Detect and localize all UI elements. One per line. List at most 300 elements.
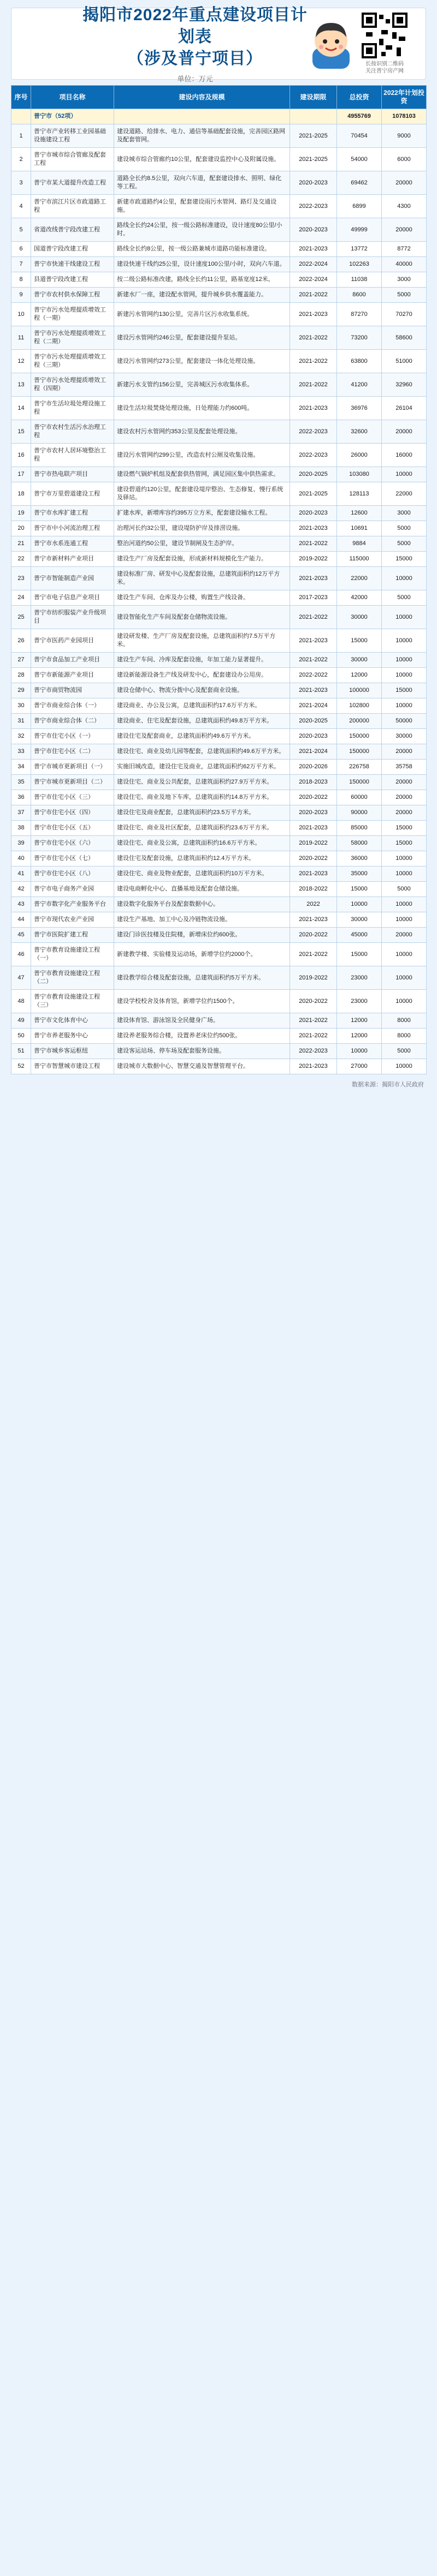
table-row bbox=[11, 928, 427, 943]
cell-name: 普宁市医药产业园项目 bbox=[31, 629, 114, 653]
cell-plan: 10000 bbox=[382, 467, 427, 482]
cell-plan: 20000 bbox=[382, 171, 427, 195]
cell-period: 2021-2023 bbox=[290, 303, 337, 326]
cell-name: 普宁市滨江片区市政道路工程 bbox=[31, 195, 114, 218]
table-row bbox=[11, 467, 427, 482]
cell-name: 普宁市文化体育中心 bbox=[31, 1013, 114, 1029]
cell-period: 2021-2023 bbox=[290, 629, 337, 653]
cell-name: 普宁市数字化产业服务平台 bbox=[31, 897, 114, 912]
cell-plan: 10000 bbox=[382, 851, 427, 866]
cell-no: 28 bbox=[11, 668, 31, 683]
cell-plan: 5000 bbox=[382, 521, 427, 536]
cell-no: 12 bbox=[11, 350, 31, 373]
cell-total: 23000 bbox=[337, 966, 382, 990]
cell-plan: 35758 bbox=[382, 760, 427, 775]
cell-name: 普宁市电子信息产业项目 bbox=[31, 590, 114, 606]
cell-plan: 3000 bbox=[382, 272, 427, 288]
cell-total: 41200 bbox=[337, 373, 382, 397]
cell-period: 2022 bbox=[290, 897, 337, 912]
cell-no: 46 bbox=[11, 943, 31, 966]
cell-name: 普宁市农村供水保障工程 bbox=[31, 288, 114, 303]
cell-name: 普宁市养老服务中心 bbox=[31, 1029, 114, 1044]
cell-plan: 26104 bbox=[382, 397, 427, 420]
cell-total: 30000 bbox=[337, 606, 382, 629]
cell-total: 12000 bbox=[337, 668, 382, 683]
cell-no: 25 bbox=[11, 606, 31, 629]
cell-no: 50 bbox=[11, 1029, 31, 1044]
cell-scope: 建设污水管网约299公里，改造农村公厕及收集设施。 bbox=[114, 444, 290, 467]
cell-total: 15000 bbox=[337, 629, 382, 653]
cell-period: 2020-2023 bbox=[290, 729, 337, 744]
cell-plan: 16000 bbox=[382, 444, 427, 467]
cell-period: 2022-2024 bbox=[290, 257, 337, 272]
cell-period: 2020-2025 bbox=[290, 714, 337, 729]
cell-period: 2021-2025 bbox=[290, 148, 337, 171]
summary-plan: 1078103 bbox=[382, 109, 427, 124]
cell-name: 普宁市污水处理提质增效工程（一期） bbox=[31, 303, 114, 326]
qr-caption: 长按识别二维码 关注普宁房产网 bbox=[365, 61, 404, 74]
table-row bbox=[11, 303, 427, 326]
table-row bbox=[11, 866, 427, 882]
cell-period: 2021-2022 bbox=[290, 288, 337, 303]
cell-plan: 5000 bbox=[382, 1044, 427, 1059]
cell-name: 国道普宁段改建工程 bbox=[31, 242, 114, 257]
cell-scope: 新建污水管网约130公里，完善片区污水收集系统。 bbox=[114, 303, 290, 326]
child-mascot-icon bbox=[308, 17, 355, 70]
cell-no: 45 bbox=[11, 928, 31, 943]
cell-no: 29 bbox=[11, 683, 31, 698]
cell-plan: 3000 bbox=[382, 506, 427, 521]
cell-name: 省道改线普宁段改建工程 bbox=[31, 218, 114, 242]
cell-plan: 6000 bbox=[382, 148, 427, 171]
col-header-plan: 2022年计划投资 bbox=[382, 86, 427, 109]
cell-plan: 20000 bbox=[382, 805, 427, 821]
cell-scope: 建设住宅、商业及公寓，总建筑面积约16.6万平方米。 bbox=[114, 836, 290, 851]
table-row bbox=[11, 821, 427, 836]
cell-no: 37 bbox=[11, 805, 31, 821]
cell-period: 2022-2023 bbox=[290, 420, 337, 444]
table-row bbox=[11, 148, 427, 171]
cell-total: 63800 bbox=[337, 350, 382, 373]
page bbox=[0, 0, 437, 1099]
page-title: 揭阳市2022年重点建设项目计划表 bbox=[82, 5, 308, 46]
cell-total: 49999 bbox=[337, 218, 382, 242]
cell-plan: 8000 bbox=[382, 1013, 427, 1029]
cell-scope: 建设住宅及配套设施，总建筑面积约12.4万平方米。 bbox=[114, 851, 290, 866]
cell-period: 2021-2023 bbox=[290, 866, 337, 882]
cell-total: 12000 bbox=[337, 1029, 382, 1044]
cell-period: 2021-2023 bbox=[290, 821, 337, 836]
cell-plan: 15000 bbox=[382, 821, 427, 836]
table-row bbox=[11, 242, 427, 257]
cell-no: 26 bbox=[11, 629, 31, 653]
cell-period: 2021-2022 bbox=[290, 536, 337, 552]
cell-plan: 10000 bbox=[382, 668, 427, 683]
cell-period: 2021-2023 bbox=[290, 521, 337, 536]
cell-total: 90000 bbox=[337, 805, 382, 821]
table-row bbox=[11, 1029, 427, 1044]
cell-name: 县道普宁段改建工程 bbox=[31, 272, 114, 288]
cell-plan: 20000 bbox=[382, 928, 427, 943]
cell-total: 54000 bbox=[337, 148, 382, 171]
table-row bbox=[11, 590, 427, 606]
table-row bbox=[11, 420, 427, 444]
cell-plan: 9000 bbox=[382, 124, 427, 148]
cell-name: 普宁市食品加工产业项目 bbox=[31, 653, 114, 668]
cell-total: 35000 bbox=[337, 866, 382, 882]
cell-total: 100000 bbox=[337, 683, 382, 698]
cell-total: 26000 bbox=[337, 444, 382, 467]
cell-name: 普宁市城市综合管廊及配套工程 bbox=[31, 148, 114, 171]
cell-plan: 10000 bbox=[382, 698, 427, 714]
cell-total: 45000 bbox=[337, 928, 382, 943]
cell-name: 普宁市城乡客运枢纽 bbox=[31, 1044, 114, 1059]
cell-scope: 建设智能化生产车间及配套仓储物流设施。 bbox=[114, 606, 290, 629]
cell-scope: 建设污水管网约273公里，配套建设一体化处理设施。 bbox=[114, 350, 290, 373]
table-row bbox=[11, 790, 427, 805]
cell-scope: 建设电商孵化中心、直播基地及配套仓储设施。 bbox=[114, 882, 290, 897]
cell-scope: 新建污水支管约156公里，完善城区污水收集体系。 bbox=[114, 373, 290, 397]
cell-no: 31 bbox=[11, 714, 31, 729]
cell-no: 2 bbox=[11, 148, 31, 171]
cell-plan: 5000 bbox=[382, 288, 427, 303]
cell-total: 11038 bbox=[337, 272, 382, 288]
table-row bbox=[11, 668, 427, 683]
cell-scope: 建设生活垃圾焚烧处理设施，日处理能力约600吨。 bbox=[114, 397, 290, 420]
cell-plan: 5000 bbox=[382, 590, 427, 606]
cell-plan: 10000 bbox=[382, 990, 427, 1013]
table-row bbox=[11, 272, 427, 288]
cell-period: 2021-2022 bbox=[290, 326, 337, 350]
cell-period: 2020-2022 bbox=[290, 790, 337, 805]
cell-scope: 建设商业、住宅及配套设施，总建筑面积约49.8万平方米。 bbox=[114, 714, 290, 729]
cell-plan: 10000 bbox=[382, 629, 427, 653]
table-row bbox=[11, 683, 427, 698]
cell-total: 10000 bbox=[337, 1044, 382, 1059]
cell-no: 34 bbox=[11, 760, 31, 775]
table-row bbox=[11, 521, 427, 536]
table-body bbox=[11, 109, 427, 1074]
cell-scope: 建设仓储中心、物流分拨中心及配套商业设施。 bbox=[114, 683, 290, 698]
cell-total: 128113 bbox=[337, 482, 382, 506]
table-row bbox=[11, 653, 427, 668]
cell-plan: 20000 bbox=[382, 218, 427, 242]
table-row bbox=[11, 536, 427, 552]
cell-plan: 8000 bbox=[382, 1029, 427, 1044]
cell-scope: 建设体育馆、游泳馆及全民健身广场。 bbox=[114, 1013, 290, 1029]
cell-name: 普宁市教育设施建设工程（一） bbox=[31, 943, 114, 966]
cell-no: 20 bbox=[11, 521, 31, 536]
cell-no: 35 bbox=[11, 775, 31, 790]
cell-period: 2022-2023 bbox=[290, 1044, 337, 1059]
cell-period: 2021-2023 bbox=[290, 242, 337, 257]
cell-period: 2020-2022 bbox=[290, 928, 337, 943]
cell-plan: 58600 bbox=[382, 326, 427, 350]
cell-plan: 20000 bbox=[382, 790, 427, 805]
cell-total: 32600 bbox=[337, 420, 382, 444]
cell-scope: 建设生产基地、加工中心及冷链物流设施。 bbox=[114, 912, 290, 928]
cell-plan: 30000 bbox=[382, 729, 427, 744]
cell-total: 60000 bbox=[337, 790, 382, 805]
cell-total: 70454 bbox=[337, 124, 382, 148]
table-row bbox=[11, 744, 427, 760]
cell-scope: 建设新能源设备生产线及研发中心，配套建设办公用房。 bbox=[114, 668, 290, 683]
table-row bbox=[11, 171, 427, 195]
title-block bbox=[82, 4, 308, 83]
cell-plan: 20000 bbox=[382, 775, 427, 790]
table-row bbox=[11, 912, 427, 928]
cell-scope: 扩建水库，新增库容约395万立方米，配套建设输水工程。 bbox=[114, 506, 290, 521]
cell-period: 2021-2022 bbox=[290, 1029, 337, 1044]
cell-no: 52 bbox=[11, 1059, 31, 1074]
table-row bbox=[11, 729, 427, 744]
summary-row bbox=[11, 109, 427, 124]
cell-name: 普宁市住宅小区（七） bbox=[31, 851, 114, 866]
cell-no: 6 bbox=[11, 242, 31, 257]
cell-total: 15000 bbox=[337, 943, 382, 966]
cell-name: 普宁市住宅小区（三） bbox=[31, 790, 114, 805]
cell-period: 2019-2022 bbox=[290, 552, 337, 567]
cell-name: 普宁市教育设施建设工程（三） bbox=[31, 990, 114, 1013]
cell-plan: 15000 bbox=[382, 836, 427, 851]
cell-no: 11 bbox=[11, 326, 31, 350]
cell-no: 44 bbox=[11, 912, 31, 928]
cell-total: 73200 bbox=[337, 326, 382, 350]
cell-scope: 整治河道约50公里，建设节制闸及生态护岸。 bbox=[114, 536, 290, 552]
cell-no: 21 bbox=[11, 536, 31, 552]
cell-scope: 路线全长约8公里，按一级公路兼城市道路功能标准建设。 bbox=[114, 242, 290, 257]
cell-period: 2017-2023 bbox=[290, 590, 337, 606]
cell-total: 226758 bbox=[337, 760, 382, 775]
cell-name: 普宁市某大道提升改造工程 bbox=[31, 171, 114, 195]
cell-name: 普宁市智能制造产业园 bbox=[31, 567, 114, 590]
cell-no: 9 bbox=[11, 288, 31, 303]
cell-name: 普宁市商贸物流园 bbox=[31, 683, 114, 698]
cell-scope: 建设住宅及配套商业，总建筑面积约49.6万平方米。 bbox=[114, 729, 290, 744]
table-row bbox=[11, 373, 427, 397]
table-row bbox=[11, 629, 427, 653]
cell-scope: 路线全长约24公里，按一级公路标准建设，设计速度80公里/小时。 bbox=[114, 218, 290, 242]
table-row bbox=[11, 288, 427, 303]
cell-period: 2021-2023 bbox=[290, 912, 337, 928]
table-row bbox=[11, 966, 427, 990]
col-header-no: 序号 bbox=[11, 86, 31, 109]
cell-plan: 32960 bbox=[382, 373, 427, 397]
cell-total: 150000 bbox=[337, 775, 382, 790]
cell-name: 普宁市商业综合体（二） bbox=[31, 714, 114, 729]
cell-scope: 建设农村污水管网约353公里及配套处理设施。 bbox=[114, 420, 290, 444]
table-row bbox=[11, 990, 427, 1013]
cell-scope: 建设生产车间、仓库及办公楼，购置生产线设备。 bbox=[114, 590, 290, 606]
table-row bbox=[11, 326, 427, 350]
cell-no: 36 bbox=[11, 790, 31, 805]
cell-scope: 建设养老服务综合楼，设置养老床位约500张。 bbox=[114, 1029, 290, 1044]
cell-period: 2022-2022 bbox=[290, 668, 337, 683]
cell-no: 32 bbox=[11, 729, 31, 744]
cell-scope: 建设住宅、商业及公共配套，总建筑面积约27.9万平方米。 bbox=[114, 775, 290, 790]
cell-total: 42000 bbox=[337, 590, 382, 606]
col-header-period: 建设期限 bbox=[290, 86, 337, 109]
cell-total: 69462 bbox=[337, 171, 382, 195]
cell-scope: 建设研发楼、生产厂房及配套设施，总建筑面积约7.5万平方米。 bbox=[114, 629, 290, 653]
table-row bbox=[11, 775, 427, 790]
cell-plan: 70270 bbox=[382, 303, 427, 326]
cell-no: 8 bbox=[11, 272, 31, 288]
cell-name: 普宁市农村人居环境整治工程 bbox=[31, 444, 114, 467]
table-row bbox=[11, 805, 427, 821]
cell-scope: 按二级公路标准改建，路线全长约11公里，路基宽度12米。 bbox=[114, 272, 290, 288]
cell-plan: 40000 bbox=[382, 257, 427, 272]
cell-period: 2021-2022 bbox=[290, 606, 337, 629]
cell-scope: 建设城市大数据中心、智慧交通及智慧管理平台。 bbox=[114, 1059, 290, 1074]
table-row bbox=[11, 1044, 427, 1059]
cell-period: 2021-2023 bbox=[290, 397, 337, 420]
cell-scope: 实施旧城改造，建设住宅及商业，总建筑面积约62万平方米。 bbox=[114, 760, 290, 775]
cell-plan: 5000 bbox=[382, 882, 427, 897]
cell-name: 普宁市生活垃圾处理设施工程 bbox=[31, 397, 114, 420]
cell-period: 2021-2022 bbox=[290, 1013, 337, 1029]
cell-period: 2020-2023 bbox=[290, 805, 337, 821]
table-row bbox=[11, 714, 427, 729]
cell-period: 2020-2023 bbox=[290, 218, 337, 242]
cell-no: 49 bbox=[11, 1013, 31, 1029]
table-row bbox=[11, 698, 427, 714]
cell-scope: 建设住宅、商业及幼儿园等配套，总建筑面积约49.6万平方米。 bbox=[114, 744, 290, 760]
table-row bbox=[11, 350, 427, 373]
cell-no: 22 bbox=[11, 552, 31, 567]
cell-period: 2022-2024 bbox=[290, 272, 337, 288]
cell-name: 普宁市教育设施建设工程（二） bbox=[31, 966, 114, 990]
cell-name: 普宁市商业综合体（一） bbox=[31, 698, 114, 714]
cell-name: 普宁市住宅小区（五） bbox=[31, 821, 114, 836]
cell-period: 2021-2022 bbox=[290, 373, 337, 397]
cell-name: 普宁市住宅小区（二） bbox=[31, 744, 114, 760]
cell-total: 10000 bbox=[337, 897, 382, 912]
cell-plan: 10000 bbox=[382, 866, 427, 882]
cell-plan: 10000 bbox=[382, 606, 427, 629]
table-row bbox=[11, 851, 427, 866]
cell-name: 普宁市水系连通工程 bbox=[31, 536, 114, 552]
cell-period: 2020-2022 bbox=[290, 851, 337, 866]
cell-scope: 建设碧道约120公里，配套建设堤岸整治、生态修复、慢行系统及驿站。 bbox=[114, 482, 290, 506]
cell-period: 2021-2022 bbox=[290, 943, 337, 966]
cell-no: 10 bbox=[11, 303, 31, 326]
cell-scope: 建设门诊医技楼及住院楼，新增床位约600张。 bbox=[114, 928, 290, 943]
cell-period: 2021-2024 bbox=[290, 744, 337, 760]
cell-name: 普宁市污水处理提质增效工程（三期） bbox=[31, 350, 114, 373]
cell-name: 普宁市现代农业产业园 bbox=[31, 912, 114, 928]
cell-total: 102263 bbox=[337, 257, 382, 272]
cell-no: 24 bbox=[11, 590, 31, 606]
table-row bbox=[11, 397, 427, 420]
table-row bbox=[11, 552, 427, 567]
cell-name: 普宁市万里碧道建设工程 bbox=[31, 482, 114, 506]
cell-total: 150000 bbox=[337, 744, 382, 760]
cell-plan: 50000 bbox=[382, 714, 427, 729]
cell-total: 200000 bbox=[337, 714, 382, 729]
cell-period: 2022-2023 bbox=[290, 195, 337, 218]
cell-period: 2020-2026 bbox=[290, 760, 337, 775]
table-row bbox=[11, 882, 427, 897]
cell-no: 5 bbox=[11, 218, 31, 242]
cell-plan: 10000 bbox=[382, 897, 427, 912]
cell-name: 普宁市住宅小区（一） bbox=[31, 729, 114, 744]
cell-total: 12600 bbox=[337, 506, 382, 521]
table-row bbox=[11, 760, 427, 775]
cell-no: 47 bbox=[11, 966, 31, 990]
cell-period: 2021-2023 bbox=[290, 1059, 337, 1074]
cell-plan: 4300 bbox=[382, 195, 427, 218]
cell-plan: 51000 bbox=[382, 350, 427, 373]
cell-scope: 建设城市综合管廊约10公里，配套建设监控中心及附属设施。 bbox=[114, 148, 290, 171]
table-row bbox=[11, 836, 427, 851]
cell-total: 10691 bbox=[337, 521, 382, 536]
cell-plan: 8772 bbox=[382, 242, 427, 257]
cell-scope: 建设快速干线约25公里，设计速度100公里/小时，双向六车道。 bbox=[114, 257, 290, 272]
cell-scope: 建设住宅及商业配套，总建筑面积约23.5万平方米。 bbox=[114, 805, 290, 821]
cell-plan: 15000 bbox=[382, 683, 427, 698]
qr-block bbox=[355, 13, 415, 75]
cell-period: 2021-2024 bbox=[290, 698, 337, 714]
cell-no: 30 bbox=[11, 698, 31, 714]
col-header-name: 项目名称 bbox=[31, 86, 114, 109]
cell-name: 普宁市城市更新项目（二） bbox=[31, 775, 114, 790]
cell-name: 普宁市新能源产业项目 bbox=[31, 668, 114, 683]
cell-plan: 10000 bbox=[382, 966, 427, 990]
cell-no: 17 bbox=[11, 467, 31, 482]
cell-no: 40 bbox=[11, 851, 31, 866]
cell-total: 150000 bbox=[337, 729, 382, 744]
cell-scope: 建设生产车间、冷库及配套设施，年加工能力显著提升。 bbox=[114, 653, 290, 668]
cell-name: 普宁市热电联产项目 bbox=[31, 467, 114, 482]
cell-total: 6899 bbox=[337, 195, 382, 218]
cell-total: 85000 bbox=[337, 821, 382, 836]
cell-total: 87270 bbox=[337, 303, 382, 326]
table-row bbox=[11, 1013, 427, 1029]
cell-plan: 5000 bbox=[382, 536, 427, 552]
cell-total: 22000 bbox=[337, 567, 382, 590]
table-row bbox=[11, 943, 427, 966]
cell-no: 16 bbox=[11, 444, 31, 467]
cell-name: 普宁市污水处理提质增效工程（四期） bbox=[31, 373, 114, 397]
cell-scope: 建设标准厂房、研发中心及配套设施，总建筑面积约12万平方米。 bbox=[114, 567, 290, 590]
cell-period: 2018-2023 bbox=[290, 775, 337, 790]
cell-scope: 新建水厂一座，建设配水管网，提升城乡供水覆盖能力。 bbox=[114, 288, 290, 303]
cell-name: 普宁市城市更新项目（一） bbox=[31, 760, 114, 775]
qr-code-icon[interactable] bbox=[362, 13, 408, 58]
cell-total: 27000 bbox=[337, 1059, 382, 1074]
cell-scope: 建设教学综合楼及配套设施，总建筑面积约5万平方米。 bbox=[114, 966, 290, 990]
project-table bbox=[11, 85, 427, 1074]
cell-plan: 10000 bbox=[382, 1059, 427, 1074]
cell-name: 普宁市住宅小区（八） bbox=[31, 866, 114, 882]
cell-total: 36976 bbox=[337, 397, 382, 420]
cell-name: 普宁市纺织服装产业升级项目 bbox=[31, 606, 114, 629]
cell-scope: 建设学校校舍及体育馆，新增学位约1500个。 bbox=[114, 990, 290, 1013]
cell-no: 19 bbox=[11, 506, 31, 521]
cell-period: 2021-2023 bbox=[290, 567, 337, 590]
cell-total: 102800 bbox=[337, 698, 382, 714]
cell-total: 58000 bbox=[337, 836, 382, 851]
cell-scope: 建设客运站场、停车场及配套服务设施。 bbox=[114, 1044, 290, 1059]
cell-period: 2020-2022 bbox=[290, 990, 337, 1013]
cell-scope: 建设燃气锅炉机组及配套供热管网，满足园区集中供热需求。 bbox=[114, 467, 290, 482]
table-row bbox=[11, 897, 427, 912]
cell-name: 普宁市农村生活污水治理工程 bbox=[31, 420, 114, 444]
cell-total: 8600 bbox=[337, 288, 382, 303]
table-row bbox=[11, 567, 427, 590]
cell-period: 2020-2023 bbox=[290, 171, 337, 195]
